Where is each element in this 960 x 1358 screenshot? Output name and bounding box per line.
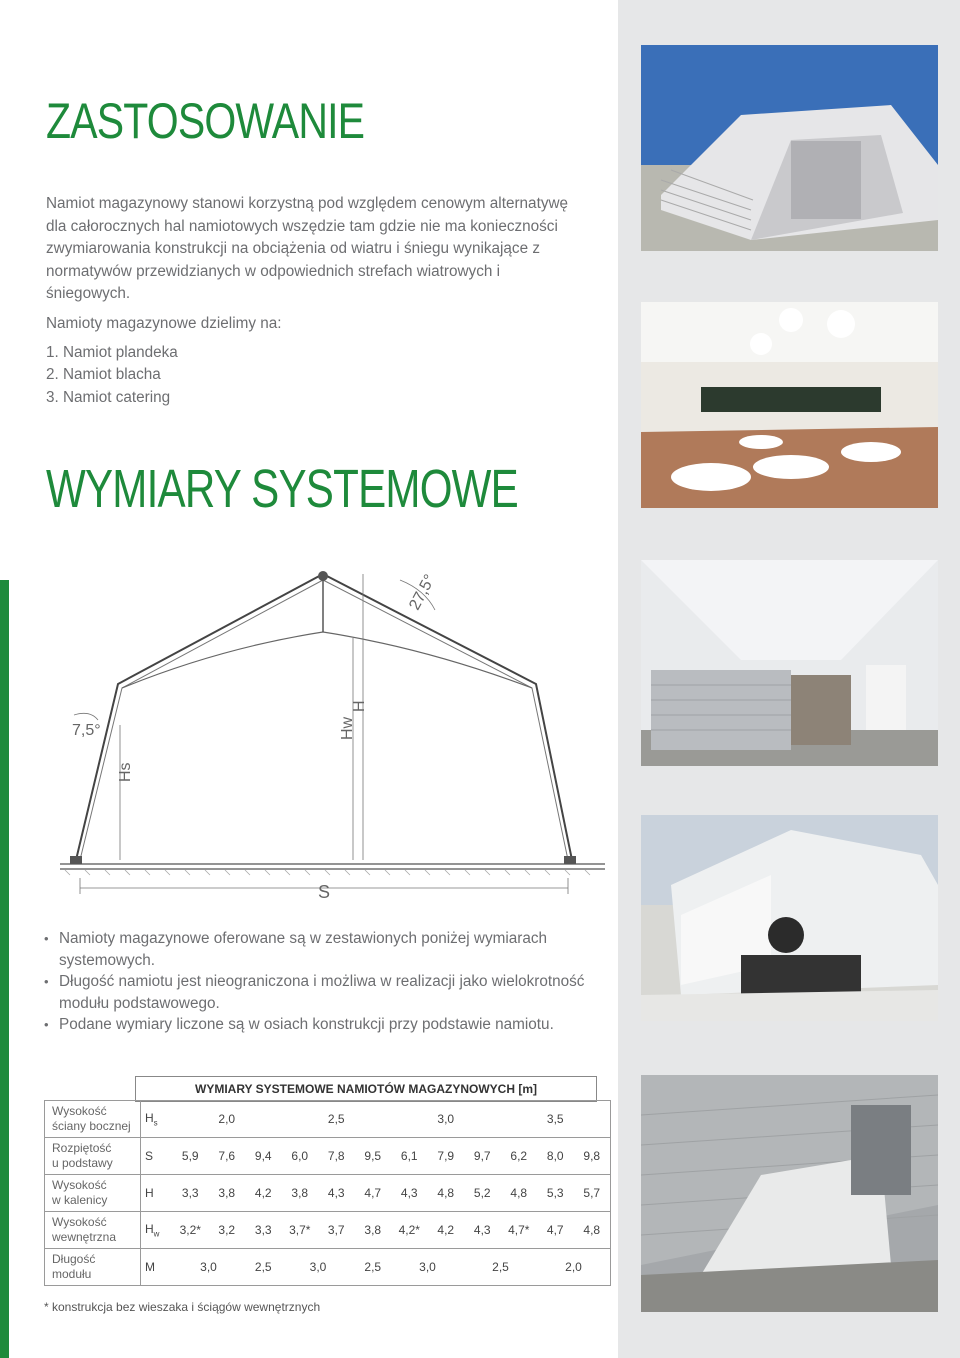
row-label: Długość modułu — [45, 1249, 141, 1286]
s-label: S — [318, 882, 331, 902]
table-cell: 3,2* — [172, 1212, 209, 1249]
table-cell: 9,5 — [355, 1138, 392, 1175]
list-item: • Namioty magazynowe oferowane są w zestawionych poniżej wymiarach systemowych. — [42, 928, 602, 971]
table-cell: 5,2 — [464, 1175, 501, 1212]
table-cell: 2,5 — [245, 1249, 282, 1286]
row-label: Wysokość ściany bocznej — [45, 1101, 141, 1138]
list-item: • Długość namiotu jest nieograniczona i możliwa w realizacji jako wielokrotność modułu podstawowego. — [42, 971, 602, 1014]
hw-label: Hw — [339, 716, 356, 740]
table-cell: 7,8 — [318, 1138, 355, 1175]
row-label: Wysokość w kalenicy — [45, 1175, 141, 1212]
footnote: * konstrukcja bez wieszaka i ściągów wewnętrznych — [44, 1300, 321, 1314]
list-item: 2. Namiot blacha — [46, 366, 161, 383]
dimension-notes — [42, 928, 602, 1036]
row-label: Rozpiętość u podstawy — [45, 1138, 141, 1175]
table-cell: 3,3 — [172, 1175, 209, 1212]
accent-bar — [0, 580, 9, 1358]
section-title-wymiary: WYMIARY SYSTEMOWE — [46, 459, 518, 519]
angle-side-label: 7,5° — [72, 722, 101, 739]
table-cell: 2,0 — [537, 1249, 611, 1286]
table-cell: 4,3 — [464, 1212, 501, 1249]
metal-clad-tent-photo — [641, 1075, 938, 1312]
list-item: • Podane wymiary liczone są w osiach konstrukcji przy podstawie namiotu. — [42, 1014, 602, 1036]
dimensions-table — [44, 1100, 611, 1286]
row-symbol: H — [141, 1175, 173, 1212]
table-cell: 6,2 — [501, 1138, 538, 1175]
table-cell: 3,8 — [355, 1212, 392, 1249]
table-cell: 2,5 — [464, 1249, 537, 1286]
table-cell: 3,0 — [282, 1249, 355, 1286]
table-cell: 3,8 — [282, 1175, 319, 1212]
table-cell: 5,7 — [574, 1175, 611, 1212]
intro-paragraph: Namiot magazynowy stanowi korzystną pod względem cenowym alternatywę dla całorocznych hal namiotowych wszędzie tam gdzie nie ma konieczności zwymiarowania konstrukcji na obciążenia od wiatru i śniegu wynikające z normatywów przewidzianych w odpowiednich strefach wiatrowych i śniegowych. — [46, 195, 569, 302]
section-title-zastosowanie: ZASTOSOWANIE — [46, 93, 365, 149]
table-cell: 4,8 — [501, 1175, 538, 1212]
row-symbol: $H_s$ — [141, 1101, 173, 1138]
table-cell: 4,7 — [537, 1212, 574, 1249]
table-row — [45, 1138, 611, 1175]
table-cell: 3,0 — [391, 1249, 464, 1286]
table-cell: 3,0 — [391, 1101, 501, 1138]
table-cell: 7,6 — [209, 1138, 246, 1175]
table-cell: 3,0 — [172, 1249, 245, 1286]
table-cell: 3,2 — [209, 1212, 246, 1249]
storage-tent-interior-photo — [641, 560, 938, 766]
table-cell: 7,9 — [428, 1138, 465, 1175]
table-cell: 3,8 — [209, 1175, 246, 1212]
table-cell: 9,8 — [574, 1138, 611, 1175]
catering-tent-interior-photo — [641, 302, 938, 508]
row-label: Wysokość wewnętrzna — [45, 1212, 141, 1249]
table-cell: 2,5 — [355, 1249, 392, 1286]
table-cell: 4,3 — [391, 1175, 428, 1212]
table-cell: 2,0 — [172, 1101, 282, 1138]
table-cell: 3,3 — [245, 1212, 282, 1249]
table-cell: 4,2 — [245, 1175, 282, 1212]
tarp-tent-exterior-photo — [641, 815, 938, 1021]
table-cell: 4,2* — [391, 1212, 428, 1249]
table-cell: 9,4 — [245, 1138, 282, 1175]
list-intro: Namioty magazynowe dzielimy na: — [46, 315, 282, 332]
row-symbol: S — [141, 1138, 173, 1175]
table-cell: 4,3 — [318, 1175, 355, 1212]
table-cell: 4,7 — [355, 1175, 392, 1212]
table-row — [45, 1249, 611, 1286]
table-cell: 3,7* — [282, 1212, 319, 1249]
intro-text — [46, 193, 586, 306]
table-title: WYMIARY SYSTEMOWE NAMIOTÓW MAGAZYNOWYCH [m] — [135, 1076, 597, 1102]
row-symbol: $H_w$ — [141, 1212, 173, 1249]
hs-label: Hs — [117, 762, 134, 782]
table-cell: 6,1 — [391, 1138, 428, 1175]
table-row — [45, 1101, 611, 1138]
table-cell: 4,2 — [428, 1212, 465, 1249]
table-row — [45, 1175, 611, 1212]
table-cell: 3,7 — [318, 1212, 355, 1249]
table-cell: 5,9 — [172, 1138, 209, 1175]
table-cell: 2,5 — [282, 1101, 392, 1138]
tent-cross-section-diagram — [40, 560, 610, 920]
table-cell: 9,7 — [464, 1138, 501, 1175]
list-item: 3. Namiot catering — [46, 388, 171, 406]
table-cell: 4,8 — [428, 1175, 465, 1212]
table-row — [45, 1212, 611, 1249]
table-cell: 3,5 — [501, 1101, 611, 1138]
table-cell: 4,8 — [574, 1212, 611, 1249]
warehouse-tent-exterior-photo — [641, 45, 938, 251]
table-cell: 6,0 — [282, 1138, 319, 1175]
row-symbol: M — [141, 1249, 173, 1286]
list-item: 1. Namiot plandeka — [46, 343, 178, 361]
table-cell: 8,0 — [537, 1138, 574, 1175]
table-cell: 4,7* — [501, 1212, 538, 1249]
table-cell: 5,3 — [537, 1175, 574, 1212]
tent-types-list — [46, 313, 282, 409]
h-label: H — [351, 700, 368, 712]
angle-top-label: 27,5° — [406, 571, 439, 614]
